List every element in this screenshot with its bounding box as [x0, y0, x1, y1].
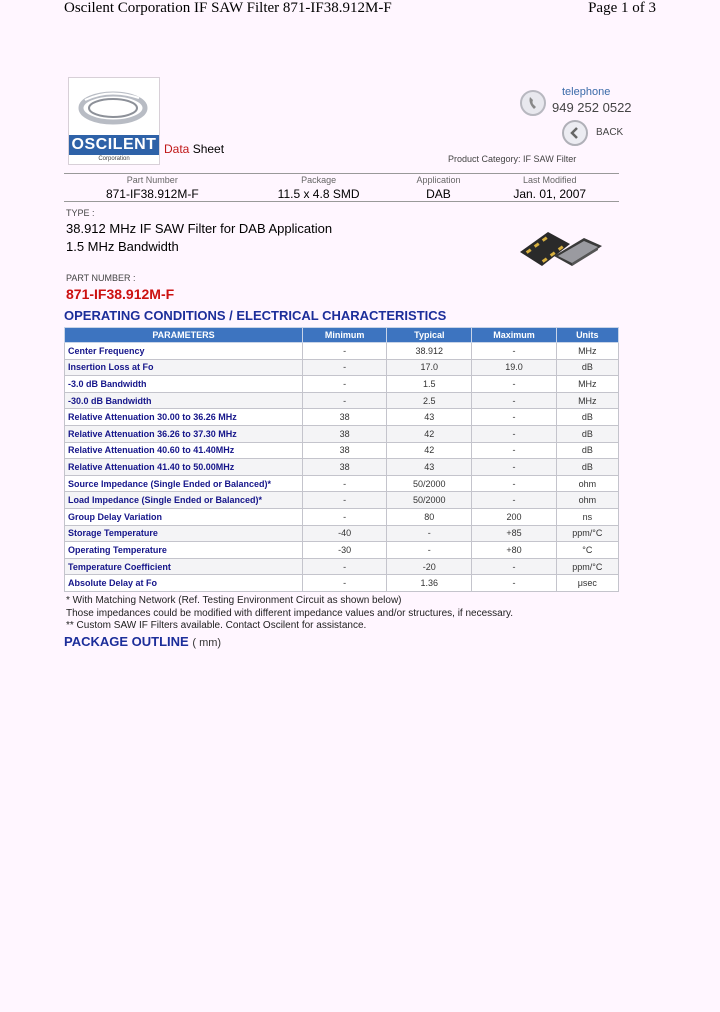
spec-cell-minimum: -	[303, 575, 387, 592]
spec-cell-units: dB	[556, 442, 618, 459]
back-link[interactable]: BACK	[596, 127, 624, 138]
spec-cell-parameter: Operating Temperature	[65, 542, 303, 559]
table-row	[65, 492, 619, 509]
spec-cell-typical: 42	[387, 425, 472, 442]
ring-logo-icon	[69, 78, 159, 135]
spec-cell-units: ohm	[556, 492, 618, 509]
spec-cell-units: dB	[556, 459, 618, 476]
telephone-label: telephone	[562, 86, 611, 98]
back-arrow-icon[interactable]	[562, 120, 588, 146]
spec-cell-maximum: -	[472, 376, 556, 393]
table-row	[65, 525, 619, 542]
spec-cell-minimum: -	[303, 558, 387, 575]
table-row	[65, 442, 619, 459]
spec-cell-maximum: +85	[472, 525, 556, 542]
table-row	[65, 376, 619, 393]
footnote-impedance: Those impedances could be modified with different impedance values and/or structures, if necessary.	[66, 607, 514, 619]
spec-header-maximum: Maximum	[472, 328, 556, 343]
spec-table	[64, 327, 619, 592]
telephone-icon	[520, 90, 546, 116]
spec-cell-units: ppm/°C	[556, 558, 618, 575]
spec-cell-typical: 43	[387, 459, 472, 476]
spec-cell-maximum: -	[472, 343, 556, 360]
table-row	[65, 425, 619, 442]
spec-cell-minimum: 38	[303, 425, 387, 442]
spec-cell-typical: 50/2000	[387, 492, 472, 509]
spec-cell-minimum: 38	[303, 459, 387, 476]
part-number-label: PART NUMBER :	[66, 273, 136, 283]
saw-filter-chip-image	[518, 226, 604, 270]
spec-cell-minimum: -	[303, 343, 387, 360]
table-row	[65, 409, 619, 426]
table-row	[65, 343, 619, 360]
package-outline-title	[64, 634, 221, 649]
spec-cell-maximum: -	[472, 392, 556, 409]
table-row	[65, 575, 619, 592]
package-outline-unit: ( mm)	[192, 637, 222, 649]
info-last-modified: Jan. 01, 2007	[480, 186, 619, 202]
spec-cell-maximum: -	[472, 492, 556, 509]
spec-cell-typical: 1.36	[387, 575, 472, 592]
spec-cell-parameter: Absolute Delay at Fo	[65, 575, 303, 592]
spec-cell-units: ns	[556, 508, 618, 525]
spec-cell-maximum: -	[472, 425, 556, 442]
info-header-part-number: Part Number	[64, 174, 241, 187]
info-header-last-modified: Last Modified	[480, 174, 619, 187]
spec-cell-parameter: Source Impedance (Single Ended or Balanced)*	[65, 475, 303, 492]
section-title: OPERATING CONDITIONS / ELECTRICAL CHARACTERISTICS	[64, 308, 447, 323]
spec-cell-minimum: -	[303, 359, 387, 376]
spec-cell-minimum: -	[303, 492, 387, 509]
spec-cell-minimum: -30	[303, 542, 387, 559]
package-outline-label: PACKAGE OUTLINE	[64, 634, 189, 649]
spec-cell-typical: 50/2000	[387, 475, 472, 492]
spec-cell-units: dB	[556, 425, 618, 442]
spec-cell-parameter: Relative Attenuation 36.26 to 37.30 MHz	[65, 425, 303, 442]
spec-cell-units: dB	[556, 409, 618, 426]
type-bandwidth: 1.5 MHz Bandwidth	[66, 239, 179, 254]
table-row	[65, 392, 619, 409]
oscilent-logo[interactable]	[68, 77, 160, 165]
type-label: TYPE :	[66, 208, 95, 218]
spec-cell-minimum: -	[303, 392, 387, 409]
type-description: 38.912 MHz IF SAW Filter for DAB Application	[66, 221, 333, 236]
spec-cell-typical: 80	[387, 508, 472, 525]
spec-cell-typical: 42	[387, 442, 472, 459]
spec-cell-units: MHz	[556, 376, 618, 393]
table-row	[65, 359, 619, 376]
product-category: Product Category: IF SAW Filter	[448, 154, 577, 164]
spec-cell-parameter: Insertion Loss at Fo	[65, 359, 303, 376]
table-row	[65, 459, 619, 476]
footnote-custom: ** Custom SAW IF Filters available. Contact Oscilent for assistance.	[66, 620, 367, 631]
spec-cell-minimum: -	[303, 376, 387, 393]
datasheet-word-data: Data	[164, 142, 190, 156]
spec-cell-parameter: -30.0 dB Bandwidth	[65, 392, 303, 409]
spec-header-parameters: PARAMETERS	[65, 328, 303, 343]
datasheet-label	[164, 142, 224, 156]
spec-cell-maximum: -	[472, 459, 556, 476]
datasheet-word-sheet: Sheet	[192, 142, 225, 156]
spec-cell-minimum: -	[303, 508, 387, 525]
telephone-number[interactable]: 949 252 0522	[552, 100, 632, 115]
spec-cell-maximum: -	[472, 409, 556, 426]
spec-cell-typical: -	[387, 525, 472, 542]
spec-cell-parameter: Storage Temperature	[65, 525, 303, 542]
spec-cell-maximum: -	[472, 442, 556, 459]
spec-cell-typical: 1.5	[387, 376, 472, 393]
spec-cell-parameter: Temperature Coefficient	[65, 558, 303, 575]
product-info-table	[64, 173, 619, 202]
footnotes	[66, 595, 513, 633]
table-row	[65, 542, 619, 559]
spec-cell-parameter: -3.0 dB Bandwidth	[65, 376, 303, 393]
spec-cell-parameter: Load Impedance (Single Ended or Balanced)*	[65, 492, 303, 509]
spec-cell-units: dB	[556, 359, 618, 376]
spec-cell-maximum: 19.0	[472, 359, 556, 376]
info-header-application: Application	[397, 174, 481, 187]
spec-header-typical: Typical	[387, 328, 472, 343]
spec-cell-parameter: Relative Attenuation 40.60 to 41.40MHz	[65, 442, 303, 459]
part-number-value: 871-IF38.912M-F	[66, 286, 175, 302]
spec-cell-units: ppm/°C	[556, 525, 618, 542]
info-part-number: 871-IF38.912M-F	[64, 186, 241, 202]
spec-cell-parameter: Group Delay Variation	[65, 508, 303, 525]
footnote-matching-network: * With Matching Network (Ref. Testing Environment Circuit as shown below)	[66, 595, 402, 606]
spec-cell-parameter: Relative Attenuation 30.00 to 36.26 MHz	[65, 409, 303, 426]
document-title: Oscilent Corporation IF SAW Filter 871-IF38.912M-F	[64, 0, 392, 16]
spec-cell-units: μsec	[556, 575, 618, 592]
logo-corporation: Corporation	[98, 156, 130, 162]
spec-cell-typical: 43	[387, 409, 472, 426]
spec-cell-maximum: 200	[472, 508, 556, 525]
spec-cell-units: ohm	[556, 475, 618, 492]
table-row	[65, 508, 619, 525]
spec-cell-parameter: Center Frequency	[65, 343, 303, 360]
spec-cell-typical: 2.5	[387, 392, 472, 409]
info-application: DAB	[397, 186, 481, 202]
page-indicator: Page 1 of 3	[588, 0, 656, 16]
table-row	[65, 475, 619, 492]
spec-cell-minimum: 38	[303, 409, 387, 426]
spec-header-units: Units	[556, 328, 618, 343]
info-package: 11.5 x 4.8 SMD	[241, 186, 397, 202]
spec-cell-maximum: -	[472, 575, 556, 592]
spec-cell-minimum: -40	[303, 525, 387, 542]
info-header-package: Package	[241, 174, 397, 187]
spec-cell-typical: 38.912	[387, 343, 472, 360]
spec-cell-maximum: +80	[472, 542, 556, 559]
spec-cell-typical: -	[387, 542, 472, 559]
spec-cell-minimum: 38	[303, 442, 387, 459]
spec-cell-units: MHz	[556, 392, 618, 409]
spec-cell-parameter: Relative Attenuation 41.40 to 50.00MHz	[65, 459, 303, 476]
spec-cell-units: MHz	[556, 343, 618, 360]
logo-wordmark: OSCILENT	[69, 135, 159, 155]
spec-cell-maximum: -	[472, 475, 556, 492]
spec-cell-typical: 17.0	[387, 359, 472, 376]
spec-cell-typical: -20	[387, 558, 472, 575]
spec-header-minimum: Minimum	[303, 328, 387, 343]
table-row	[65, 558, 619, 575]
spec-cell-units: °C	[556, 542, 618, 559]
spec-cell-minimum: -	[303, 475, 387, 492]
spec-cell-maximum: -	[472, 558, 556, 575]
